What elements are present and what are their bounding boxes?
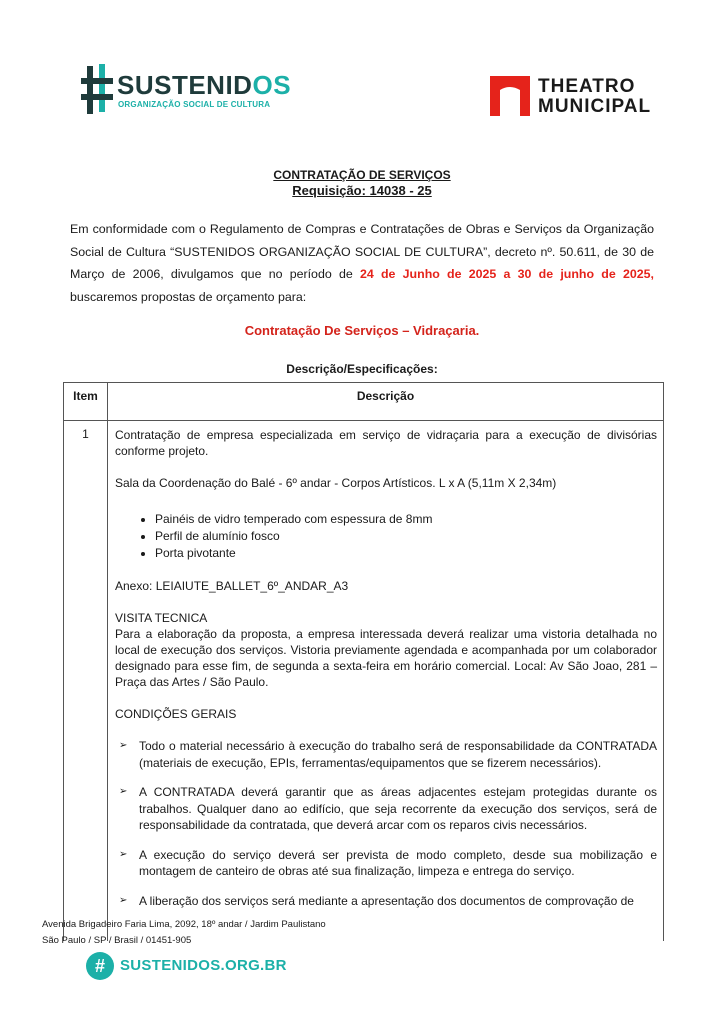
specification-table <box>63 382 664 941</box>
attachment-name: Anexo: LEIAIUTE_BALLET_6º_ANDAR_A3 <box>115 579 349 593</box>
period-highlight: 24 de Junho de 2025 a 30 de junho de 2025, <box>359 267 654 281</box>
condicoes-title: CONDIÇÕES GERAIS <box>115 707 237 721</box>
materials-list <box>115 511 663 562</box>
arrow-bullet-icon: ➢ <box>119 786 128 797</box>
item-description <box>108 421 664 941</box>
footer-address-line1: Avenida Brigadeiro Faria Lima, 2092, 18º andar / Jardim Paulistano <box>42 919 326 930</box>
arrow-bullet-icon: ➢ <box>119 740 128 751</box>
website-logo <box>86 952 286 982</box>
hash-circle-icon: # <box>86 952 114 980</box>
footer-address-line2: São Paulo / SP / Brasil / 01451-905 <box>42 935 192 946</box>
arrow-bullet-icon: ➢ <box>119 894 128 906</box>
sustenidos-logo <box>80 64 292 118</box>
theatro-line2: MUNICIPAL <box>538 96 652 117</box>
theatro-line1: THEATRO <box>538 76 636 97</box>
description-heading: Descrição/Especificações: <box>286 362 438 376</box>
visita-text: Para a elaboração da proposta, a empresa interessada deverá realizar uma vistoria detalhada no local de execução dos serviços. Vistoria previamente agendada e acompanhada por um colaborador designado para esse fim, de segunda a sexta-feira em horário comercial. Local: Av São Joao, 281 – Praça das Artes / São Paulo. <box>115 627 657 689</box>
description-paragraph: Contratação de empresa especializada em serviço de vidraçaria para a execução de divisórias conforme projeto. <box>115 428 657 458</box>
theatro-municipal-logo <box>490 74 660 118</box>
column-item-header: Item <box>64 383 108 421</box>
service-heading: Contratação De Serviços – Vidraçaria. <box>244 323 480 338</box>
list-item: • Perfil de alumínio fosco <box>155 528 663 545</box>
sustenidos-subtitle: ORGANIZAÇÃO SOCIAL DE CULTURA <box>118 100 271 109</box>
list-item: ➢ Todo o material necessário à execução do trabalho será de responsabilidade da CONTRATADA (materiais de execução, EPIs, ferramentas/equipamentos que se fizerem necessários). <box>119 739 657 770</box>
website-url: SUSTENIDOS.ORG.BR <box>120 957 287 974</box>
list-item: • Painéis de vidro temperado com espessura de 8mm <box>155 511 663 528</box>
room-dimensions: Sala da Coordenação do Balé - 6º andar - Corpos Artísticos. L x A (5,11m X 2,34m) <box>115 476 557 490</box>
sustenidos-hash-icon <box>80 64 114 116</box>
arrow-bullet-icon: ➢ <box>119 848 128 860</box>
intro-paragraph: Em conformidade com o Regulamento de Compras e Contratações de Obras e Serviços da Organização Social de Cultura “SUSTENIDOS ORGANIZAÇÃO SOCIAL DE CULTURA”, decreto nº. 50.611, de 30 de Março de 2006, divulgamos que no período de 24 de Junho de 2025 a 30 de junho de 2025, buscaremos propostas de orçamento para: <box>70 222 654 304</box>
document-title: CONTRATAÇÃO DE SERVIÇOS <box>273 168 451 182</box>
list-item: • Porta pivotante <box>155 545 663 562</box>
sustenidos-wordmark: SUSTENIDOS <box>117 70 292 100</box>
theatro-arch-icon <box>490 76 530 116</box>
requisicao-number: Requisição: 14038 - 25 <box>292 183 432 198</box>
list-item: ➢ A liberação dos serviços será mediante a apresentação dos documentos de comprovação de <box>119 893 634 908</box>
column-description-header: Descrição <box>108 383 664 421</box>
visita-title: VISITA TECNICA <box>115 611 208 625</box>
list-item: ➢ A execução do serviço deverá ser prevista de modo completo, desde sua mobilização e montagem de canteiro de obras até sua finalização, limpeza e entrega do serviço. <box>119 847 657 878</box>
item-number: 1 <box>64 421 108 941</box>
list-item: ➢ A CONTRATADA deverá garantir que as áreas adjacentes estejam protegidas durante os trabalhos. Qualquer dano ao edifício, que seja recorrente da execução dos serviços, será de responsabilidade da contratada, que deverá arcar com os reparos civis necessários. <box>119 785 657 832</box>
table-row <box>64 421 664 941</box>
table-header-row <box>64 383 664 421</box>
conditions-list <box>115 738 663 909</box>
